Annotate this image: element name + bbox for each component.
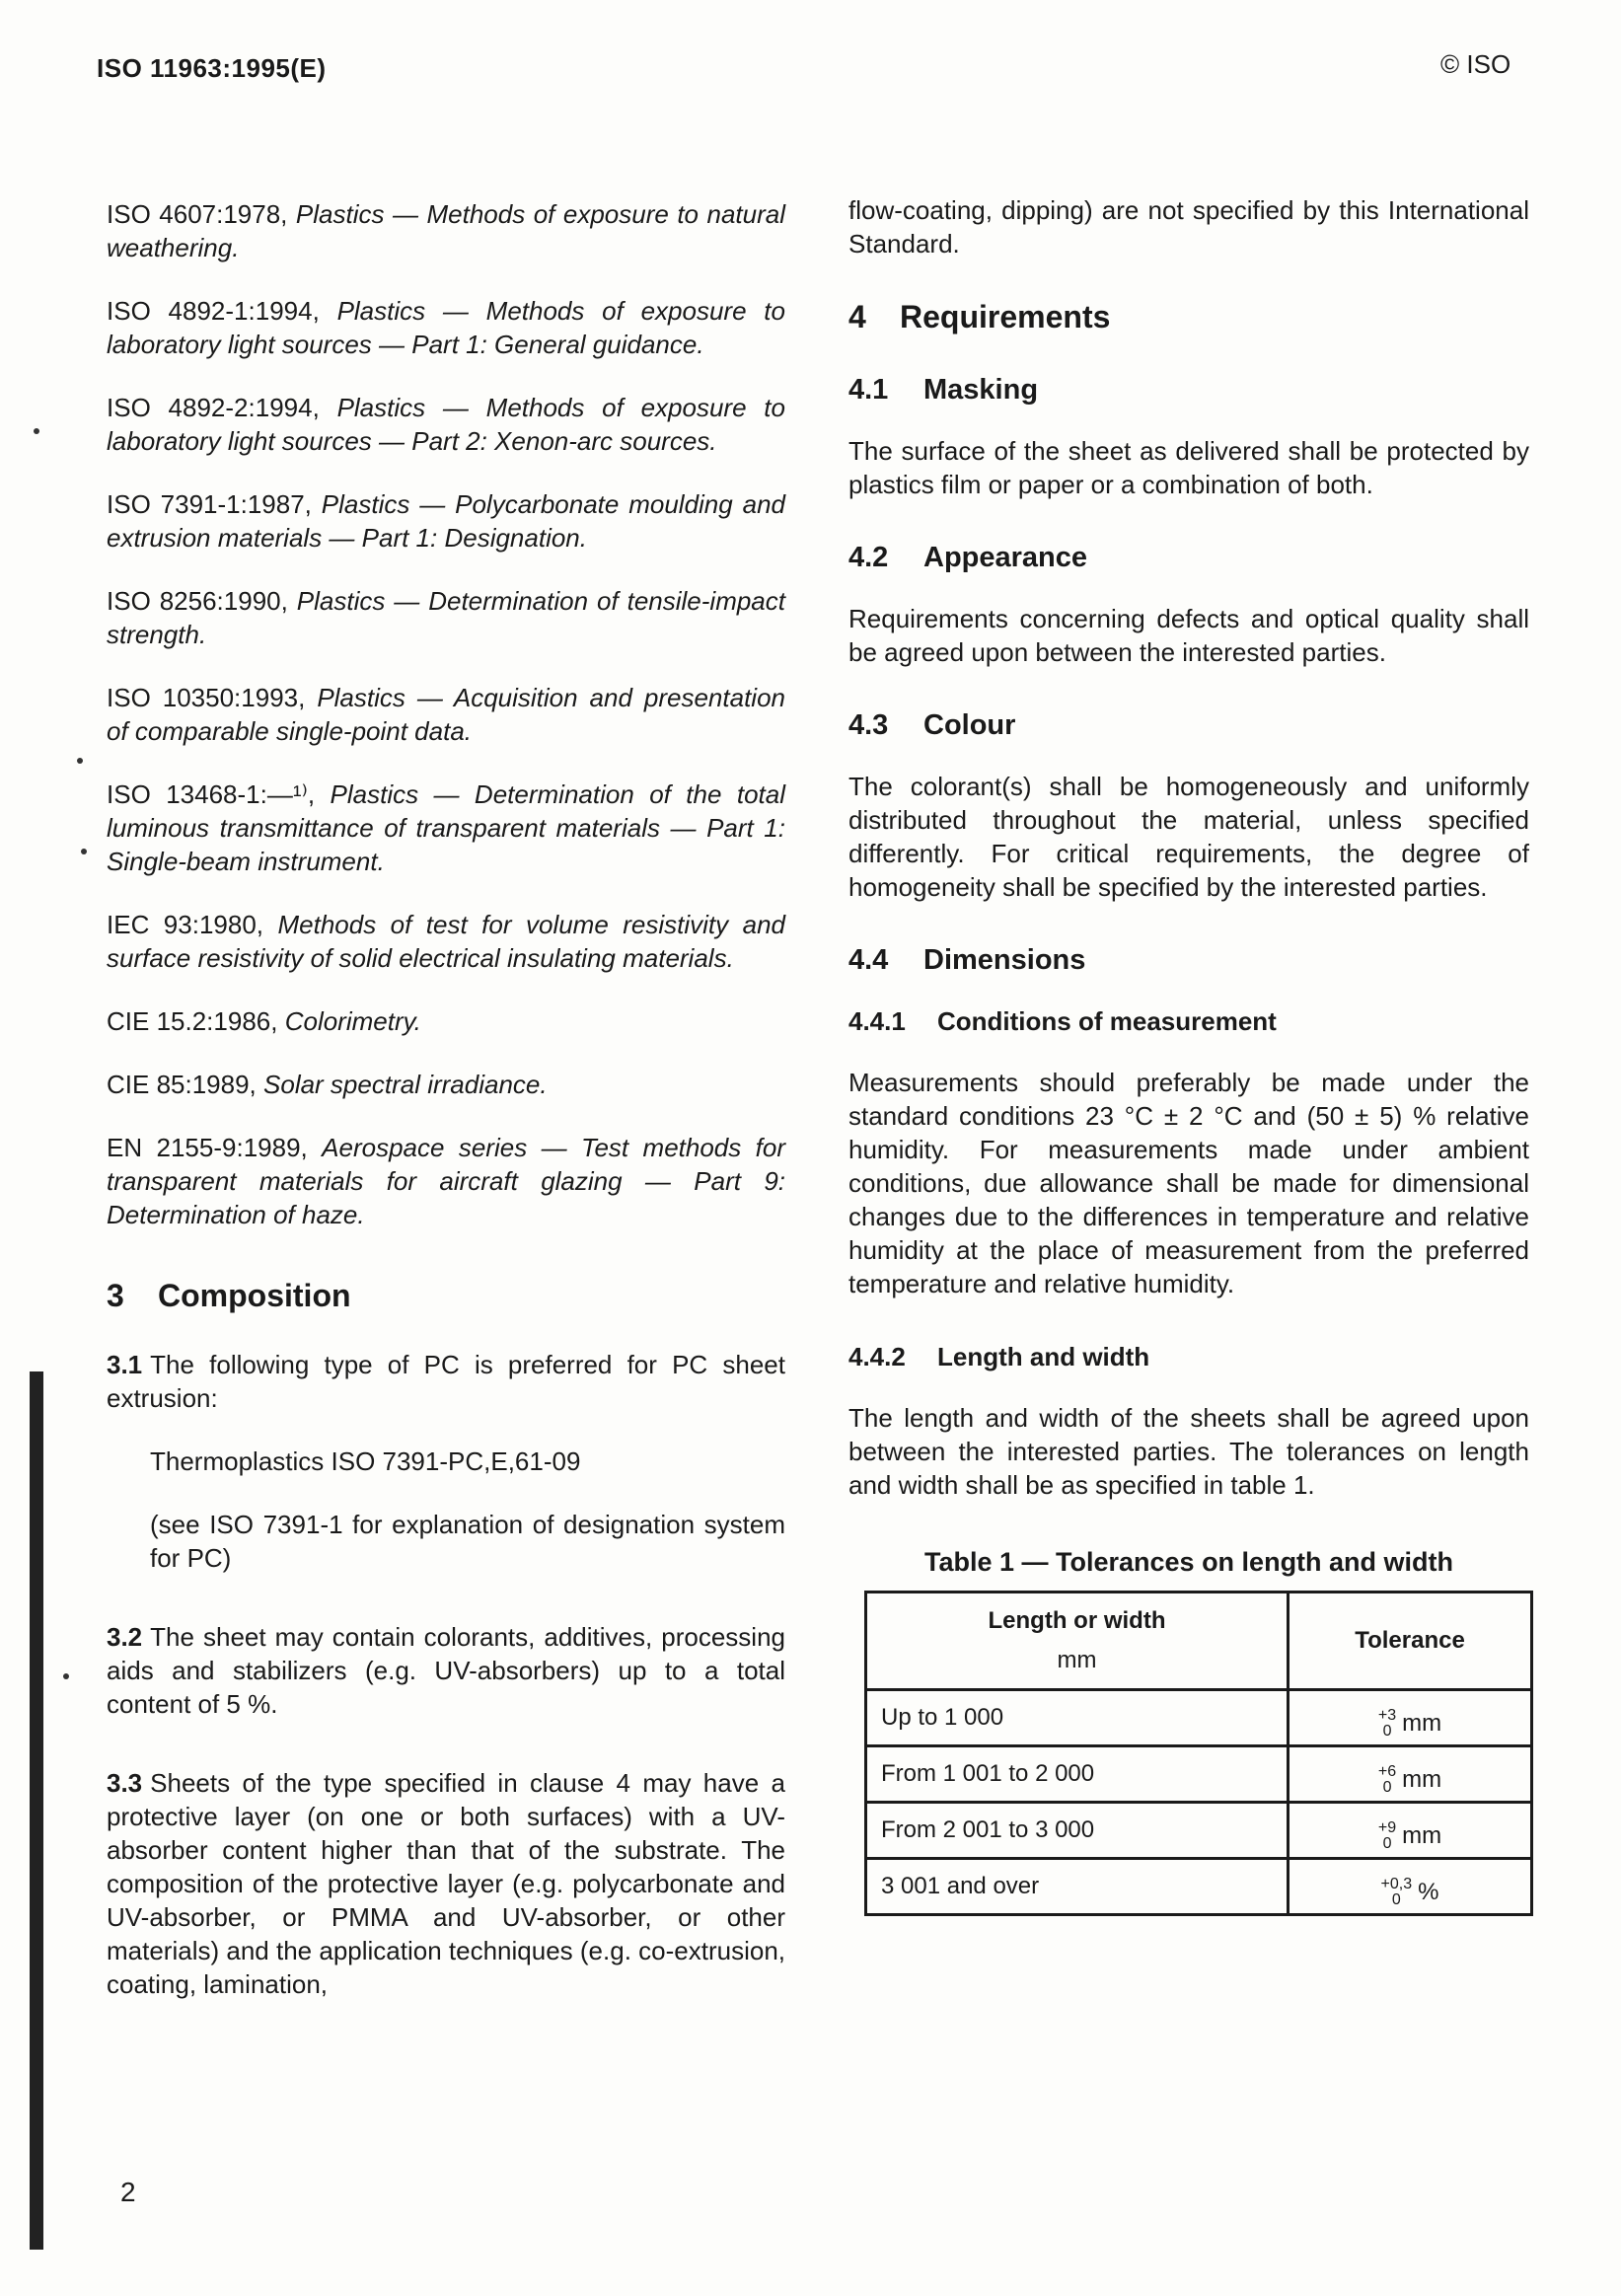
subsection-number: 4.4.1: [848, 1006, 906, 1036]
reference-code: ISO 10350:1993,: [107, 683, 306, 712]
reference-item: [107, 584, 785, 651]
section-number: 3: [107, 1278, 124, 1313]
header-length-or-width: [866, 1592, 1289, 1690]
header-tolerance: Tolerance: [1289, 1592, 1532, 1690]
upper-limit: +6: [1377, 1762, 1397, 1780]
reference-item: [107, 1131, 785, 1231]
table-row: [866, 1859, 1532, 1915]
table-row: [866, 1690, 1532, 1746]
subsection-title: Appearance: [923, 542, 1088, 573]
scan-binding-edge: [30, 1371, 43, 2250]
left-column: [107, 197, 785, 2031]
reference-item: [107, 1068, 785, 1101]
clause-3-3: [107, 1766, 785, 2001]
reference-code: ISO 13468-1:—¹⁾,: [107, 779, 316, 809]
reference-title: Solar spectral irradiance.: [263, 1070, 548, 1099]
reference-title: Aerospace series — Test methods for transparent materials for aircraft glazing — Part 9: Determination of haze.: [107, 1133, 785, 1229]
subsection-4-4-heading: [848, 943, 1529, 977]
tolerances-table: [864, 1591, 1533, 1916]
length-width-text: The length and width of the sheets shall be agreed upon between the interested parties. The tolerances on length and width shall be as specified in table 1.: [848, 1403, 1529, 1500]
reference-title: Plastics — Determination of tensile-impact strength.: [107, 586, 785, 649]
tolerance-limits: [1378, 1764, 1396, 1796]
header-label: Length or width: [988, 1607, 1166, 1634]
table-1-title: Table 1 — Tolerances on length and width: [923, 1547, 1454, 1577]
tolerance-unit: mm: [1402, 1765, 1442, 1793]
upper-limit: +3: [1377, 1706, 1397, 1724]
reference-title: Plastics — Methods of exposure to laboratory light sources — Part 2: Xenon-arc sources.: [107, 393, 785, 456]
scan-speck: [63, 1673, 69, 1679]
table-row: [866, 1803, 1532, 1859]
tolerance-value: [1381, 1876, 1439, 1909]
tolerance-value: [1378, 1763, 1441, 1797]
right-column: [848, 193, 1529, 1916]
subsection-number: 4.4: [848, 944, 889, 976]
reference-title: Colorimetry.: [284, 1006, 421, 1036]
subsection-number: 4.1: [848, 374, 889, 406]
upper-limit: +9: [1377, 1818, 1397, 1836]
clause-text: The sheet may contain colorants, additives, processing aids and stabilizers (e.g. UV-absorbers) up to a total content of 5 %.: [107, 1622, 785, 1719]
subsection-title: Masking: [923, 374, 1039, 406]
reference-code: ISO 4892-1:1994,: [107, 296, 320, 326]
subsection-4-1-heading: [848, 373, 1529, 407]
reference-item: [107, 197, 785, 264]
colour-text: The colorant(s) shall be homogeneously and uniformly distributed throughout the material, unless specified differently. For critical requirements, the degree of homogeneity shall be specified by the interested parties.: [848, 772, 1529, 902]
length-range-cell: 3 001 and over: [866, 1859, 1289, 1915]
conditions-text: Measurements should preferably be made under the standard conditions 23 °C ± 2 °C and (50 ± 5) % relative humidity. For measurements made under ambient conditions, due allowance shall be made for dimensional changes due to the differences in temperature and relative humidity at the place of measurement from the preferred temperature and relative humidity.: [848, 1068, 1529, 1298]
subsection-4-4-1-heading: [848, 1004, 1529, 1038]
tolerance-value: [1378, 1819, 1441, 1853]
header-unit: mm: [1057, 1647, 1097, 1673]
tolerance-cell: [1289, 1690, 1532, 1746]
scan-speck: [34, 428, 39, 434]
normative-references-list: [107, 197, 785, 1231]
header-standard-id: ISO 11963:1995(E): [97, 53, 327, 83]
designation-line: Thermoplastics ISO 7391-PC,E,61-09: [150, 1446, 581, 1476]
lower-limit: 0: [1382, 1722, 1392, 1740]
reference-title: Plastics — Methods of exposure to laboratory light sources — Part 1: General guidance.: [107, 296, 785, 359]
reference-code: CIE 85:1989,: [107, 1070, 257, 1099]
clause-3-1: [107, 1348, 785, 1415]
table-body: [866, 1690, 1532, 1915]
continuation-paragraph: flow-coating, dipping) are not specified by this International Standard.: [848, 195, 1529, 259]
reference-item: [107, 391, 785, 458]
tolerance-cell: [1289, 1803, 1532, 1859]
reference-code: ISO 4892-2:1994,: [107, 393, 320, 422]
tolerance-limits: [1378, 1708, 1396, 1740]
scan-speck: [81, 849, 87, 854]
lower-limit: 0: [1382, 1834, 1392, 1852]
table-row: [866, 1746, 1532, 1803]
clause-3-2: [107, 1620, 785, 1721]
appearance-text: Requirements concerning defects and optical quality shall be agreed upon between the interested parties.: [848, 604, 1529, 667]
reference-item: [107, 487, 785, 555]
section-title: Composition: [158, 1278, 351, 1313]
reference-title: Plastics — Methods of exposure to natural weathering.: [107, 199, 786, 262]
subsection-4-4-2-heading: [848, 1340, 1529, 1373]
tolerance-cell: [1289, 1746, 1532, 1803]
reference-code: ISO 8256:1990,: [107, 586, 288, 616]
reference-code: IEC 93:1980,: [107, 910, 264, 939]
table-header-row: [866, 1592, 1532, 1690]
tolerance-cell: [1289, 1859, 1532, 1915]
reference-item: [107, 1004, 785, 1038]
length-range-cell: From 1 001 to 2 000: [866, 1746, 1289, 1803]
scan-speck: [77, 758, 83, 764]
length-range-cell: From 2 001 to 3 000: [866, 1803, 1289, 1859]
clause-text: The following type of PC is preferred for PC sheet extrusion:: [107, 1350, 785, 1413]
reference-title: Plastics — Determination of the total luminous transmittance of transparent materials — Part 1: Single-beam instrument.: [107, 779, 785, 876]
reference-code: ISO 7391-1:1987,: [107, 489, 312, 519]
subsection-number: 4.3: [848, 709, 889, 741]
reference-code: CIE 15.2:1986,: [107, 1006, 278, 1036]
lower-limit: 0: [1391, 1890, 1401, 1908]
designation-note: (see ISO 7391-1 for explanation of designation system for PC): [150, 1510, 785, 1573]
subsection-4-2-heading: [848, 541, 1529, 574]
tolerance-unit: %: [1418, 1878, 1439, 1905]
subsection-title: Conditions of measurement: [937, 1006, 1277, 1036]
tolerance-limits: [1378, 1820, 1396, 1852]
subsection-title: Colour: [923, 709, 1016, 741]
header-copyright: © ISO: [1440, 49, 1511, 79]
reference-title: Methods of test for volume resistivity and surface resistivity of solid electrical insulating materials.: [107, 910, 785, 973]
tolerance-unit: mm: [1402, 1821, 1442, 1849]
page-number: 2: [120, 2177, 136, 2207]
reference-code: ISO 4607:1978,: [107, 199, 288, 229]
section-3-heading: [107, 1279, 785, 1312]
length-range-cell: Up to 1 000: [866, 1690, 1289, 1746]
section-4-heading: [848, 300, 1529, 333]
reference-item: [107, 294, 785, 361]
lower-limit: 0: [1382, 1778, 1392, 1796]
reference-title: Plastics — Acquisition and presentation of comparable single-point data.: [107, 683, 785, 746]
tolerance-limits: [1381, 1877, 1413, 1908]
reference-item: [107, 778, 785, 878]
subsection-number: 4.4.2: [848, 1342, 906, 1371]
clause-number: 3.2: [107, 1622, 143, 1652]
masking-text: The surface of the sheet as delivered shall be protected by plastics film or paper or a combination of both.: [848, 436, 1529, 499]
subsection-4-3-heading: [848, 708, 1529, 742]
section-number: 4: [848, 299, 866, 334]
clause-number: 3.1: [107, 1350, 143, 1379]
clause-text: Sheets of the type specified in clause 4 may have a protective layer (on one or both surfaces) with a UV-absorber content higher than that of the substrate. The composition of the protective layer (e.g. polycarbonate and UV-absorber, or PMMA and UV-absorber, or other materials) and the application techniques (e.g. co-extrusion, coating, lamination,: [107, 1768, 785, 1999]
reference-title: Plastics — Polycarbonate moulding and extrusion materials — Part 1: Designation.: [107, 489, 785, 553]
tolerance-unit: mm: [1402, 1709, 1442, 1737]
section-title: Requirements: [900, 299, 1111, 334]
upper-limit: +0,3: [1380, 1875, 1413, 1892]
subsection-title: Length and width: [937, 1342, 1150, 1371]
reference-code: EN 2155-9:1989,: [107, 1133, 308, 1162]
reference-item: [107, 681, 785, 748]
tolerance-value: [1378, 1707, 1441, 1741]
clause-number: 3.3: [107, 1768, 143, 1798]
reference-item: [107, 908, 785, 975]
subsection-title: Dimensions: [923, 944, 1086, 976]
subsection-number: 4.2: [848, 542, 889, 573]
